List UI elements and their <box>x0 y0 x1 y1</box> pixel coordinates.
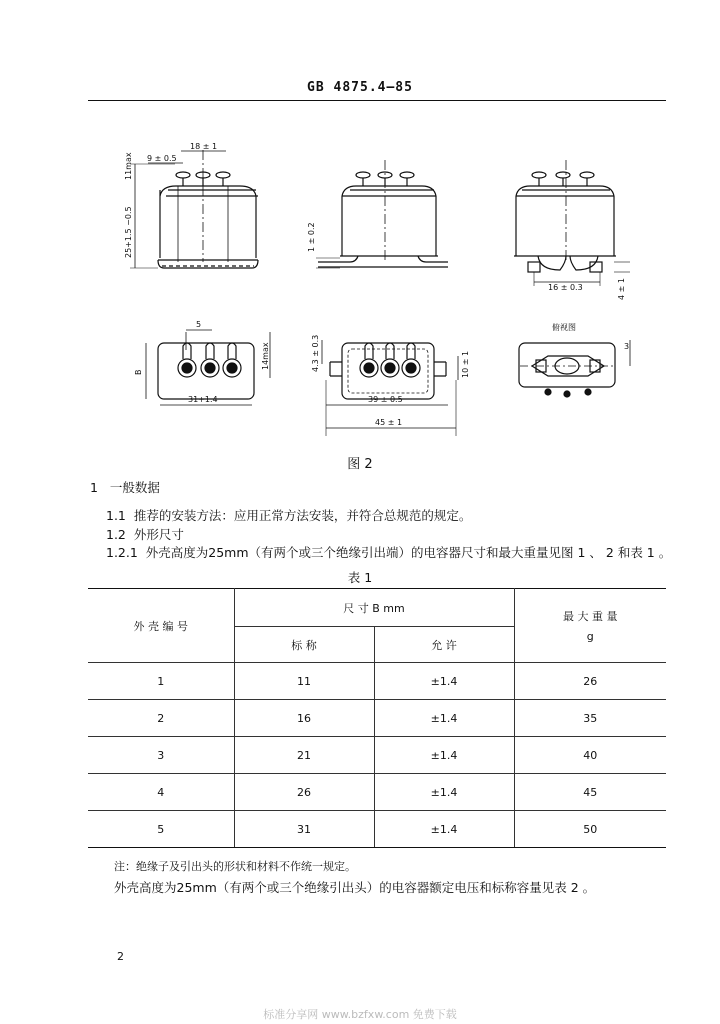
dim-9: 9 ± 0.5 <box>147 154 177 163</box>
dim-B: B <box>134 369 143 375</box>
cell-weight: 40 <box>514 737 666 774</box>
dim-10: 10 ± 1 <box>461 350 470 378</box>
figure-2-drawing <box>0 0 720 450</box>
dim-16: 16 ± 0.3 <box>548 283 583 292</box>
section-1-2-1 <box>106 543 671 561</box>
cell-weight: 35 <box>514 700 666 737</box>
dim-4-3: 4.3 ± 0.3 <box>311 334 320 372</box>
cell-weight: 50 <box>514 811 666 848</box>
header-shell-no: 外 壳 编 号 <box>88 589 234 663</box>
header-nominal: 标 称 <box>234 627 374 663</box>
table-row <box>88 700 666 737</box>
cell-tolerance: ±1.4 <box>374 774 514 811</box>
dim-3: 3 <box>624 342 630 351</box>
section-1 <box>90 478 160 496</box>
table-1 <box>88 588 666 848</box>
cell-tolerance: ±1.4 <box>374 663 514 700</box>
cell-weight: 45 <box>514 774 666 811</box>
table-note: 注：绝缘子及引出头的形状和材料不作统一规定。 <box>114 860 356 873</box>
header-max-weight <box>514 589 666 663</box>
table-1-title: 表 1 <box>347 570 373 585</box>
dim-18: 18 ± 1 <box>190 142 218 151</box>
dim-11max: 11max <box>124 152 133 180</box>
cell-nominal: 31 <box>234 811 374 848</box>
section-1-title: 一般数据 <box>109 480 160 495</box>
section-1-number: 1 <box>90 480 98 495</box>
cell-nominal: 11 <box>234 663 374 700</box>
cell-no: 4 <box>88 774 234 811</box>
table-row <box>88 774 666 811</box>
section-1-1-text: 推荐的安装方法：应用正常方法安装，并符合总规范的规定。 <box>133 508 472 523</box>
capacitor-side-view <box>316 160 448 268</box>
dim-25: 25+1.5 −0.5 <box>124 206 133 258</box>
table-row <box>88 811 666 848</box>
dim-45: 45 ± 1 <box>375 418 403 427</box>
section-1-2-1-number: 1.2.1 <box>106 545 138 560</box>
cell-no: 1 <box>88 663 234 700</box>
section-1-2-1-text: 外壳高度为25mm（有两个或三个绝缘引出端）的电容器尺寸和最大重量见图 1 、 2 和表 1 。 <box>145 545 672 560</box>
cell-no: 2 <box>88 700 234 737</box>
document-header: GB 4875.4—85 <box>307 80 413 95</box>
dim-1: 1 ± 0.2 <box>307 222 316 252</box>
dim-5: 5 <box>196 320 202 329</box>
section-1-1-number: 1.1 <box>106 508 126 523</box>
header-max-weight-label: 最 大 重 量 <box>563 610 618 623</box>
dim-4: 4 ± 1 <box>617 278 626 300</box>
cell-nominal: 21 <box>234 737 374 774</box>
capacitor-top-view <box>519 340 630 397</box>
section-1-2 <box>106 525 184 543</box>
section-1-1 <box>106 506 471 524</box>
capacitor-end-view <box>514 160 630 286</box>
cell-tolerance: ±1.4 <box>374 811 514 848</box>
cell-no: 3 <box>88 737 234 774</box>
header-size: 尺 寸 B mm <box>234 589 514 627</box>
capacitor-plan-view-left <box>146 330 270 405</box>
cell-no: 5 <box>88 811 234 848</box>
top-view-label: 俯视图 <box>552 323 576 332</box>
dim-14max: 14max <box>261 342 270 370</box>
capacitor-front-view <box>130 150 258 268</box>
cell-tolerance: ±1.4 <box>374 700 514 737</box>
table-row <box>88 663 666 700</box>
dim-39: 39 ± 0.5 <box>368 395 403 404</box>
body-paragraph: 外壳高度为25mm（有两个或三个绝缘引出头）的电容器额定电压和标称容量见表 2 。 <box>114 880 596 895</box>
page-number: 2 <box>117 950 124 963</box>
cell-nominal: 26 <box>234 774 374 811</box>
cell-weight: 26 <box>514 663 666 700</box>
table-row <box>88 737 666 774</box>
cell-tolerance: ±1.4 <box>374 737 514 774</box>
section-1-2-number: 1.2 <box>106 527 126 542</box>
figure-caption: 图 2 <box>347 457 373 472</box>
dim-31: 31+1.4 <box>188 395 218 404</box>
cell-nominal: 16 <box>234 700 374 737</box>
section-1-2-text: 外形尺寸 <box>133 527 184 542</box>
watermark: 标准分享网 www.bzfxw.com 免费下载 <box>263 1008 457 1021</box>
header-tolerance: 允 许 <box>374 627 514 663</box>
header-weight-unit: g <box>586 630 594 643</box>
